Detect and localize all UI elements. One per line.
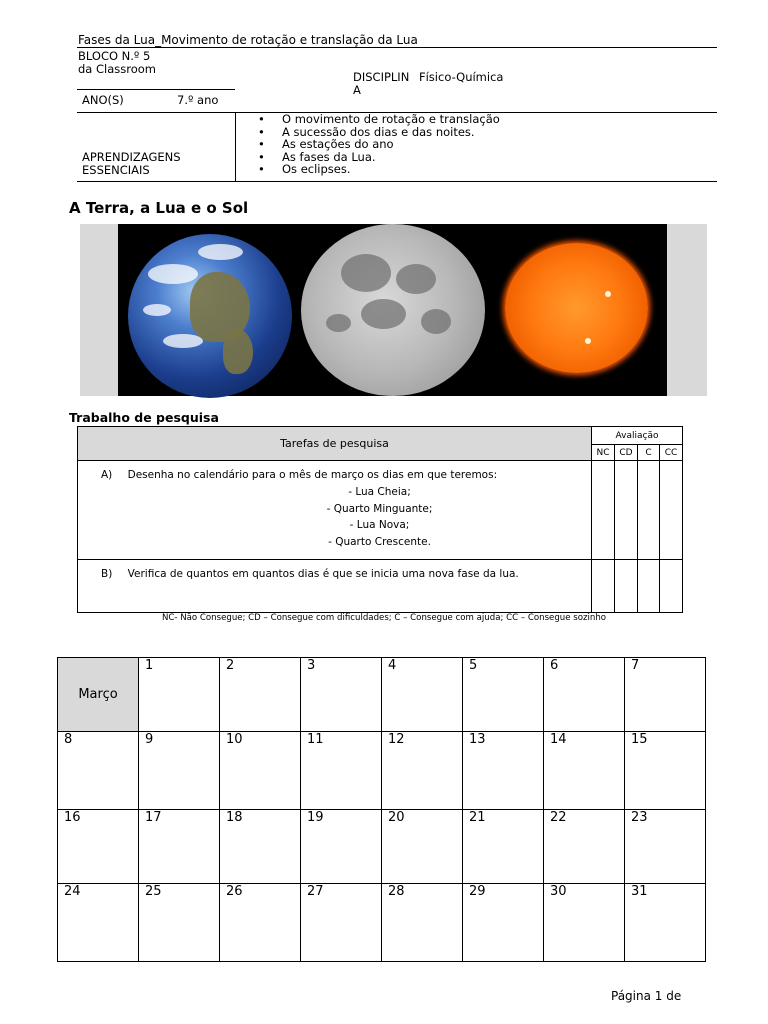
eval-cell[interactable] (660, 461, 683, 560)
task-a-heading (78, 467, 591, 484)
calendar-day[interactable]: 6 (544, 658, 625, 732)
eval-col-cd: CD (615, 445, 638, 461)
aprendizagens-line-1: APRENDIZAGENS (82, 150, 181, 164)
evaluation-legend: NC- Não Consegue; CD – Consegue com dificuldades; C – Consegue com ajuda; CC – Consegue sozinho (161, 613, 607, 623)
disciplina-label-line-1: DISCIPLIN (353, 70, 410, 84)
calendar-day[interactable]: 28 (382, 884, 463, 962)
calendar-day[interactable]: 30 (544, 884, 625, 962)
task-b-heading (78, 568, 591, 580)
calendar-day[interactable]: 31 (625, 884, 706, 962)
calendar-day[interactable]: 5 (463, 658, 544, 732)
task-a-cell (78, 461, 592, 560)
calendar-day[interactable]: 11 (301, 732, 382, 810)
calendar-day[interactable]: 13 (463, 732, 544, 810)
calendar-day[interactable]: 16 (58, 810, 139, 884)
march-calendar (57, 657, 706, 962)
task-a-marker: A) (101, 469, 113, 481)
calendar-day[interactable]: 18 (220, 810, 301, 884)
calendar-day[interactable]: 7 (625, 658, 706, 732)
calendar-day[interactable]: 10 (220, 732, 301, 810)
eval-col-cc: CC (660, 445, 683, 461)
calendar-day[interactable]: 15 (625, 732, 706, 810)
task-b-cell (78, 560, 592, 613)
section-title-trabalho-pesquisa: Trabalho de pesquisa (69, 410, 219, 425)
list-item: • As estações do ano (258, 138, 500, 151)
task-a-item: - Quarto Crescente. (328, 536, 431, 549)
page-number: Página 1 de (611, 989, 682, 1003)
aprendizagens-label (82, 151, 181, 177)
header-divider (235, 112, 236, 181)
eval-cell[interactable] (615, 560, 638, 613)
list-item: • A sucessão dos dias e das noites. (258, 126, 500, 139)
calendar-day[interactable]: 12 (382, 732, 463, 810)
evaluation-header: Avaliação (592, 427, 683, 445)
calendar-day[interactable]: 24 (58, 884, 139, 962)
document-title: Fases da Lua_Movimento de rotação e translação da Lua (78, 33, 418, 47)
calendar-day[interactable]: 29 (463, 884, 544, 962)
sun-image (505, 243, 648, 373)
disciplina-value: Físico-Química (419, 70, 504, 84)
calendar-day[interactable]: 1 (139, 658, 220, 732)
calendar-day[interactable]: 19 (301, 810, 382, 884)
earth-image (128, 234, 292, 398)
eval-cell[interactable] (592, 560, 615, 613)
research-table (77, 426, 683, 613)
calendar-day[interactable]: 21 (463, 810, 544, 884)
eval-cell[interactable] (592, 461, 615, 560)
calendar-day[interactable]: 23 (625, 810, 706, 884)
bloco-line-1: BLOCO N.º 5 (78, 49, 151, 63)
bloco-rule (77, 89, 235, 90)
bloco-label (78, 50, 156, 76)
calendar-day[interactable]: 4 (382, 658, 463, 732)
tasks-header: Tarefas de pesquisa (78, 427, 592, 461)
task-b-text: Verifica de quantos em quantos dias é que se inicia uma nova fase da lua. (127, 568, 519, 580)
calendar-day[interactable]: 3 (301, 658, 382, 732)
calendar-month-cell: Março (58, 658, 139, 732)
calendar-day[interactable]: 17 (139, 810, 220, 884)
calendar-day[interactable]: 2 (220, 658, 301, 732)
calendar-day[interactable]: 20 (382, 810, 463, 884)
eval-cell[interactable] (660, 560, 683, 613)
moon-image (301, 224, 485, 396)
anos-label: ANO(S) (82, 93, 124, 107)
anos-value: 7.º ano (177, 93, 219, 107)
section-title-terra-lua-sol: A Terra, a Lua e o Sol (69, 199, 249, 217)
eval-cell[interactable] (638, 461, 660, 560)
eval-cell[interactable] (615, 461, 638, 560)
bloco-line-2: da Classroom (78, 62, 157, 76)
aprendizagens-line-2: ESSENCIAIS (82, 163, 150, 177)
aprendizagens-list (258, 113, 500, 176)
list-item: • O movimento de rotação e translação (258, 113, 500, 126)
task-a-item: - Quarto Minguante; (326, 502, 433, 515)
calendar-day[interactable]: 27 (301, 884, 382, 962)
calendar-day[interactable]: 8 (58, 732, 139, 810)
task-a-item: - Lua Nova; (349, 519, 410, 532)
header-rule-bottom (77, 181, 717, 182)
eval-col-c: C (638, 445, 660, 461)
disciplina-label-line-2: A (353, 83, 361, 97)
list-item: • Os eclipses. (258, 163, 500, 176)
calendar-day[interactable]: 14 (544, 732, 625, 810)
calendar-day[interactable]: 22 (544, 810, 625, 884)
list-item: • As fases da Lua. (258, 151, 500, 164)
calendar-day[interactable]: 26 (220, 884, 301, 962)
calendar-day[interactable]: 9 (139, 732, 220, 810)
task-a-text: Desenha no calendário para o mês de março os dias em que teremos: (127, 469, 498, 481)
task-b-marker: B) (101, 568, 113, 580)
calendar-day[interactable]: 25 (139, 884, 220, 962)
eval-col-nc: NC (592, 445, 615, 461)
header-rule-top (77, 47, 717, 48)
eval-cell[interactable] (638, 560, 660, 613)
task-a-item: - Lua Cheia; (348, 485, 411, 498)
disciplina-label (353, 71, 409, 97)
